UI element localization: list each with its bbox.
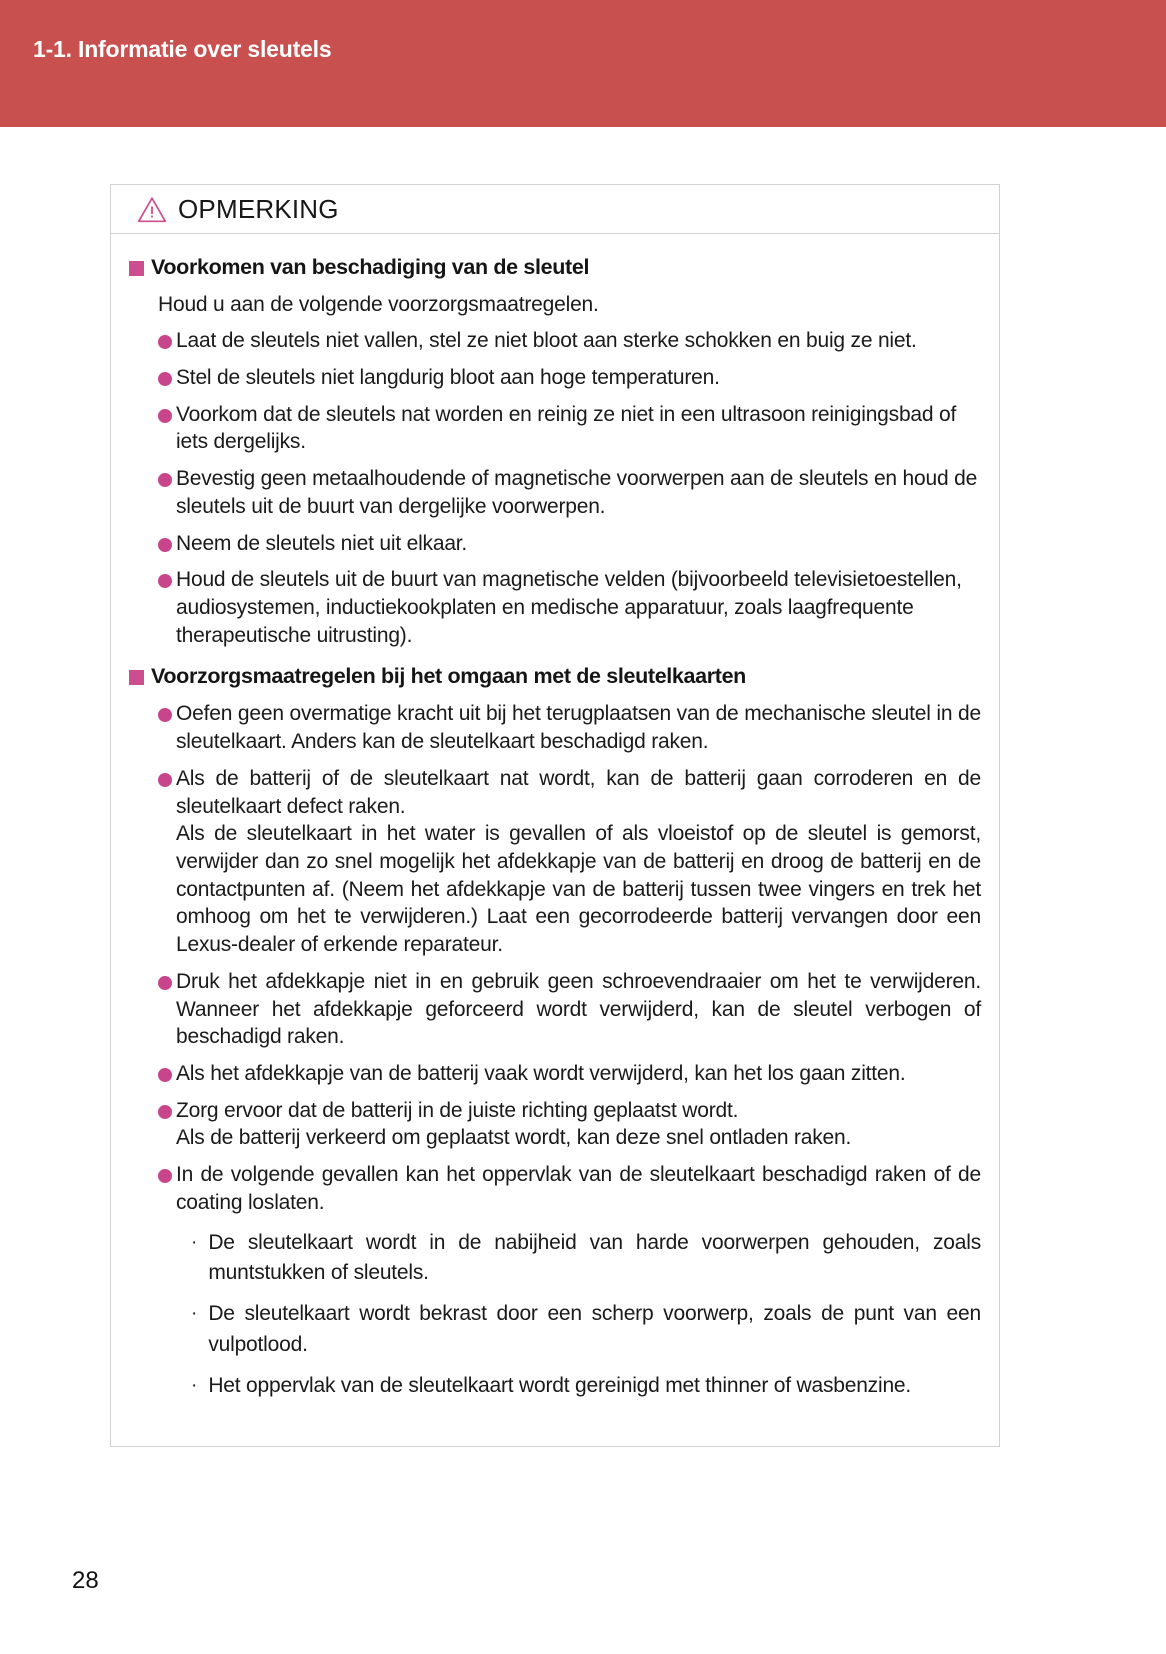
list-item-text: Als de batterij of de sleutelkaart nat wordt, kan de batterij gaan corroderen en de sleutelkaart defect raken. [176, 766, 981, 818]
notice-header [111, 185, 999, 234]
list-item-text: Zorg ervoor dat de batterij in de juiste richting geplaatst wordt. [176, 1098, 739, 1122]
list-item-text: Oefen geen overmatige kracht uit bij het terugplaatsen van de mechanische sleutel in de sleutelkaart. Anders kan de sleutelkaart beschadigd raken. [176, 702, 981, 754]
list-item [158, 566, 981, 649]
notice-box [110, 184, 1000, 1447]
list-item-text: Voorkom dat de sleutels nat worden en reinig ze niet in een ultrasoon reinigingsbad of iets dergelijks. [176, 402, 957, 454]
list-item [158, 364, 981, 392]
sub-list-item [191, 1228, 981, 1289]
list-item-text: In de volgende gevallen kan het oppervlak van de sleutelkaart beschadigd raken of de coating loslaten. [176, 1163, 981, 1214]
middot-bullet-icon: · [191, 1231, 198, 1253]
middot-bullet-icon: · [191, 1303, 198, 1325]
list-item [158, 465, 981, 520]
list-item-subtext: Als de batterij verkeerd om geplaatst wordt, kan deze snel ontladen raken. [176, 1126, 852, 1150]
square-bullet-icon [129, 261, 144, 276]
list-item [158, 700, 981, 755]
page-header-band [0, 0, 1166, 127]
list-item-text: Stel de sleutels niet langdurig bloot aan hoge temperaturen. [176, 365, 720, 389]
section-heading-1 [129, 254, 981, 282]
dot-bullet-icon [158, 409, 172, 423]
notice-title: OPMERKING [178, 193, 339, 224]
dot-bullet-icon [158, 773, 172, 787]
sub-list-item-text: De sleutelkaart wordt in de nabijheid van harde voorwerpen gehouden, zoals muntstukken of sleutels. [208, 1230, 981, 1285]
dot-bullet-icon [158, 976, 172, 990]
dot-bullet-icon [158, 1105, 172, 1119]
section-intro-paragraph: Houd u aan de volgende voorzorgsmaatregelen. [158, 292, 599, 316]
dot-bullet-icon [158, 1169, 172, 1183]
list-item [158, 968, 981, 1051]
list-item-text: Neem de sleutels niet uit elkaar. [176, 531, 468, 555]
page-number: 28 [72, 1567, 99, 1594]
list-item [158, 401, 981, 456]
section-heading-label: Voorkomen van beschadiging van de sleutel [151, 255, 590, 279]
square-bullet-icon [129, 670, 144, 685]
sub-list-item [191, 1299, 981, 1360]
dot-bullet-icon [158, 473, 172, 487]
list-item [158, 530, 981, 558]
dot-bullet-icon [158, 372, 172, 386]
list-item-text: Druk het afdekkapje niet in en gebruik geen schroevendraaier om het te verwijderen. Wanneer het afdekkapje geforceerd wordt verwijderd, kan de sleutel verbogen of beschadigd raken. [176, 969, 981, 1049]
list-item [158, 1097, 981, 1152]
warning-triangle-icon [137, 196, 167, 223]
list-item-text: Laat de sleutels niet vallen, stel ze niet bloot aan sterke schokken en buig ze niet. [176, 329, 917, 353]
list-item-text-group [176, 1097, 981, 1152]
dot-bullet-icon [158, 574, 172, 588]
notice-body [111, 234, 999, 1446]
dot-bullet-icon [158, 335, 172, 349]
list-item [158, 765, 981, 959]
section-heading-2 [129, 663, 981, 691]
list-item-text: Als het afdekkapje van de batterij vaak wordt verwijderd, kan het los gaan zitten. [176, 1061, 906, 1085]
dot-bullet-icon [158, 1068, 172, 1082]
sub-list-item-text: Het oppervlak van de sleutelkaart wordt gereinigd met thinner of wasbenzine. [208, 1374, 912, 1398]
list-item-text-group [176, 765, 981, 959]
middot-bullet-icon: · [191, 1375, 198, 1397]
sub-list-item-text: De sleutelkaart wordt bekrast door een scherp voorwerp, zoals de punt van een vulpotlood. [208, 1302, 981, 1356]
dot-bullet-icon [158, 538, 172, 552]
list-item [158, 327, 981, 355]
section-heading-label: Voorzorgsmaatregelen bij het omgaan met de sleutelkaarten [151, 664, 746, 689]
page-title: 1-1. Informatie over sleutels [33, 36, 332, 62]
list-item-text: Bevestig geen metaalhoudende of magnetische voorwerpen aan de sleutels en houd de sleutels uit de buurt van dergelijke voorwerpen. [176, 467, 978, 518]
list-item [158, 1161, 981, 1216]
list-item-text: Houd de sleutels uit de buurt van magnetische velden (bijvoorbeeld televisietoestellen, audiosystemen, inductiekookplaten en medische apparatuur, zoals laagfrequente therapeutische uitrusting). [176, 568, 962, 647]
dot-bullet-icon [158, 708, 172, 722]
sub-list-item [191, 1371, 981, 1401]
list-item [158, 1060, 981, 1088]
list-item-subtext: Als de sleutelkaart in het water is gevallen of als vloeistof op de sleutel is gemorst, verwijder dan zo snel mogelijk het afdekkapje van de batterij en droog de batterij en de contactpunten af. (Neem het afdekkapje van de batterij tussen twee vingers en trek het omhoog om het te verwijderen.) Laat een gecorrodeerde batterij vervangen door een Lexus-dealer of erkende reparateur. [176, 822, 981, 957]
